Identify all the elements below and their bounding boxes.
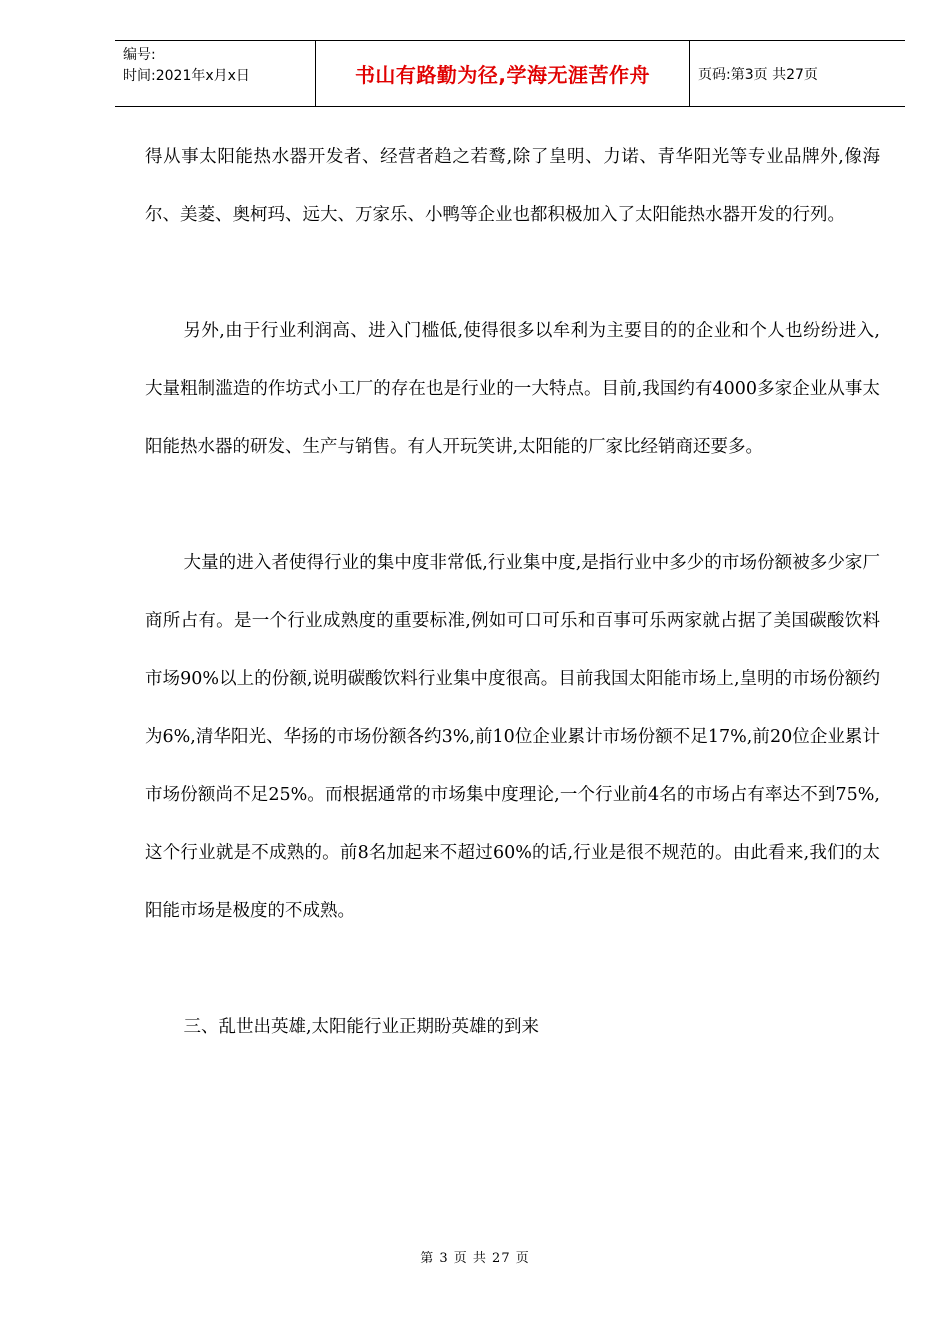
time-label: 时间:2021年x月x日 <box>123 68 250 84</box>
paragraph: 大量的进入者使得行业的集中度非常低,行业集中度,是指行业中多少的市场份额被多少家厂商所占有。是一个行业成熟度的重要标准,例如可口可乐和百事可乐两家就占据了美国碳酸饮料市场90%以上的份额,说明碳酸饮料行业集中度很高。目前我国太阳能市场上,皇明的市场份额约为6%,清华阳光、华扬的市场份额各约3%,前10位企业累计市场份额不足17%,前20位企业累计市场份额尚不足25%。而根据通常的市场集中度理论,一个行业前4名的市场占有率达不到75%,这个行业就是不成熟的。前8名加起来不超过60%的话,行业是很不规范的。由此看来,我们的太阳能市场是极度的不成熟。 <box>145 553 880 921</box>
page-footer: 第 3 页 共 27 页 <box>420 1251 530 1266</box>
section-heading: 三、乱世出英雄,太阳能行业正期盼英雄的到来 <box>183 1017 540 1037</box>
paragraph-continuation: 得从事太阳能热水器开发者、经营者趋之若鹜,除了皇明、力诺、青华阳光等专业品牌外,像海尔、美菱、奥柯玛、远大、万家乐、小鸭等企业也都积极加入了太阳能热水器开发的行列。 <box>145 147 880 225</box>
page-header <box>115 40 905 107</box>
serial-number-label: 编号: <box>123 47 156 63</box>
header-motto: 书山有路勤为径,学海无涯苦作舟 <box>316 41 690 106</box>
document-body <box>145 128 880 1056</box>
header-meta <box>115 41 316 106</box>
paragraph: 另外,由于行业利润高、进入门槛低,使得很多以牟利为主要目的的企业和个人也纷纷进入,大量粗制滥造的作坊式小工厂的存在也是行业的一大特点。目前,我国约有4000多家企业从事太阳能热水器的研发、生产与销售。有人开玩笑讲,太阳能的厂家比经销商还要多。 <box>145 321 880 457</box>
header-page-info: 页码:第3页 共27页 <box>698 66 818 83</box>
